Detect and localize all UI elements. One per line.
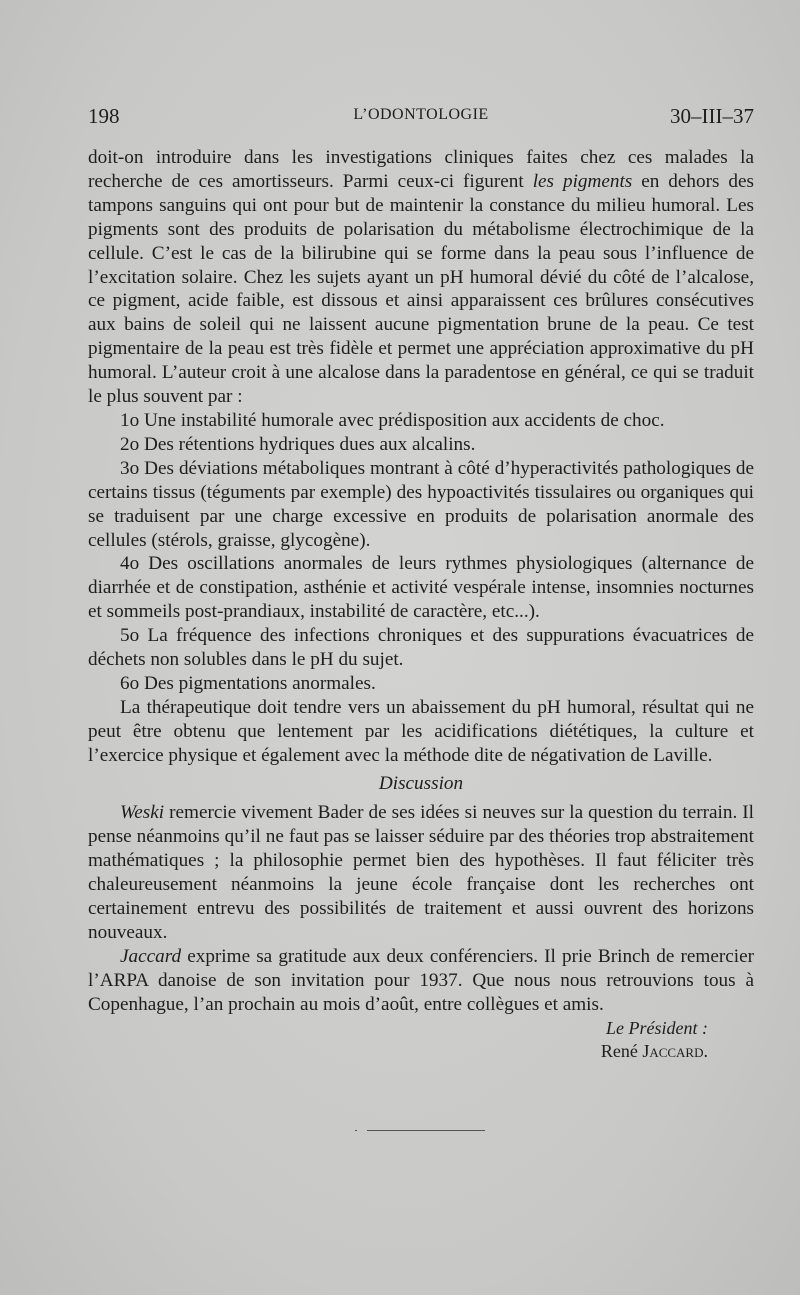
list-item: 4o Des oscillations anormales de leurs rythmes physiologiques (alternance de diarrhée et de constipation, asthénie et activité vespérale intense, insomnies nocturnes et sommeils post-prandiaux, instabilité de caractère, etc...). <box>88 553 754 623</box>
list-item: 5o La fréquence des infections chroniques et des suppurations évacuatrices de déchets non solubles dans le pH du sujet. <box>88 625 754 671</box>
running-header <box>88 104 754 134</box>
list-item: 6o Des pigmentations anormales. <box>120 672 376 694</box>
end-rule <box>355 1130 485 1131</box>
signature-block <box>88 1017 754 1063</box>
speaker-jaccard: Jaccard <box>120 945 182 967</box>
list-item: 1o Une instabilité humorale avec prédisposition aux accidents de choc. <box>120 409 665 431</box>
list-item: 2o Des rétentions hydriques dues aux alcalins. <box>120 433 476 455</box>
body-text <box>88 146 754 1063</box>
paragraph-pigments: doit-on introduire dans les investigations cliniques faites chez ces malades la recherche de ces amortisseurs. Parmi ceux-ci figurent les pigments en dehors des tampons sanguins qui ont pour but de maintenir la constance du milieu humoral. Les pigments sont des produits de polarisation du métabolisme électrochimique de la cellule. C’est le cas de la bilirubine qui se forme dans la peau sous l’influence de l’excitation solaire. Chez les sujets ayant un pH humoral dévié du côté de l’alcalose, ce pigment, acide faible, est dissous et ainsi apparaissent ces brûlures consécutives aux bains de soleil qui ne laissent aucune pigmentation brune de la peau. Ce test pigmentaire de la peau est très fidèle et permet une appréciation approximative du pH humoral. L’auteur croit à une alcalose dans la paradentose en général, ce qui se traduit le plus souvent par : <box>88 147 754 408</box>
journal-title: L’ODONTOLOGIE <box>353 106 489 123</box>
paragraph-therapy: La thérapeutique doit tendre vers un abaissement du pH humoral, résultat qui ne peut être obtenu que lentement par les acidifications diététiques, la culture et l’exercice physique et également avec la méthode dite de négativation de Laville. <box>88 696 754 766</box>
emphasis-pigments: les pigments <box>532 170 633 192</box>
list-item: 3o Des déviations métaboliques montrant à côté d’hyperactivités pathologiques de certains tissus (téguments par exemple) des hypoactivités tissulaires ou organiques qui se traduisent par une charge excessive en produits de polarisation anormale des cellules (stérols, graisse, glycogène). <box>88 457 754 551</box>
signature-name: René Jaccard. <box>600 1040 708 1061</box>
page-number: 198 <box>88 104 120 128</box>
signature-title: Le Président : <box>606 1017 708 1038</box>
speaker-weski: Weski <box>120 802 165 824</box>
end-rule-gap <box>357 1130 367 1131</box>
paragraph-jaccard: Jaccard exprime sa gratitude aux deux conférenciers. Il prie Brinch de remercier l’ARPA danoise de son invitation pour 1937. Que nous nous retrouvions tous à Copenhague, l’an prochain au mois d’août, entre collègues et amis. <box>88 945 755 1015</box>
paragraph-weski: Weski remercie vivement Bader de ses idées si neuves sur la question du terrain. Il pense néanmoins qu’il ne faut pas se laisser séduire par des théories trop abstraitement mathématiques ; la philosophie permet bien des hypothèses. Il faut féliciter très chaleureusement néanmoins la jeune école française dont les recherches ont certainement entrevu des possibilités de traitement et aussi ouvrent des horizons nouveaux. <box>88 802 755 943</box>
section-heading-discussion: Discussion <box>378 772 464 794</box>
issue-date: 30–III–37 <box>670 104 754 128</box>
